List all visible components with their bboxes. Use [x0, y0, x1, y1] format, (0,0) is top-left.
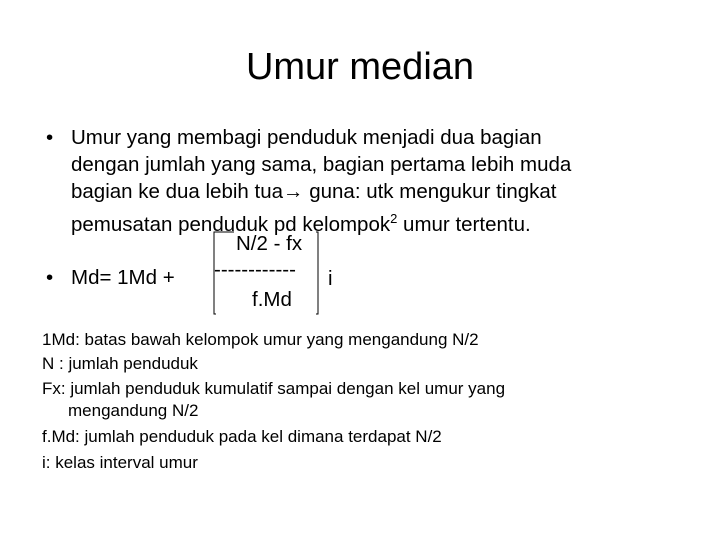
definition-fmd: f.Md: jumlah penduduk pada kel dimana terdapat N/2 [42, 427, 442, 446]
formula-multiplier: i [328, 267, 333, 290]
page-title: Umur median [245, 46, 475, 88]
median-fraction [204, 228, 328, 318]
definition-1md: 1Md: batas bawah kelompok umur yang mengandung N/2 [42, 330, 479, 349]
bullet-line-4-a: pemusatan penduduk pd kelompok [71, 212, 391, 236]
formula-lhs: Md= 1Md + [71, 266, 175, 289]
bullet-mark: • [46, 266, 54, 289]
fraction-numerator: N/2 - fx [236, 232, 303, 255]
definition-fx: Fx: jumlah penduduk kumulatif sampai dengan kel umur yang [42, 379, 506, 398]
fraction-denominator: f.Md [252, 288, 292, 311]
bullet-line-1: Umur yang membagi penduduk menjadi dua bagian [71, 126, 542, 149]
bullet-line-2: dengan jumlah yang sama, bagian pertama lebih muda [71, 153, 572, 176]
superscript: 2 [390, 211, 398, 226]
bullet-line-3-b: guna: utk mengukur tingkat [303, 180, 557, 203]
bullet-mark: • [46, 126, 54, 149]
bullet-line-4 [71, 205, 661, 238]
bullet-line-3-a: bagian ke dua lebih tua [71, 180, 284, 203]
bullet-line-3 [71, 178, 661, 205]
definition-i: i: kelas interval umur [42, 453, 198, 472]
arrow-icon: → [283, 180, 304, 203]
fraction-divider: ------------ [214, 258, 296, 281]
definition-fx-continued: mengandung N/2 [68, 401, 199, 420]
bullet-line-4-b: umur tertentu. [397, 212, 531, 236]
bullet-definition-text [71, 124, 661, 238]
definition-n: N : jumlah penduduk [42, 354, 198, 373]
